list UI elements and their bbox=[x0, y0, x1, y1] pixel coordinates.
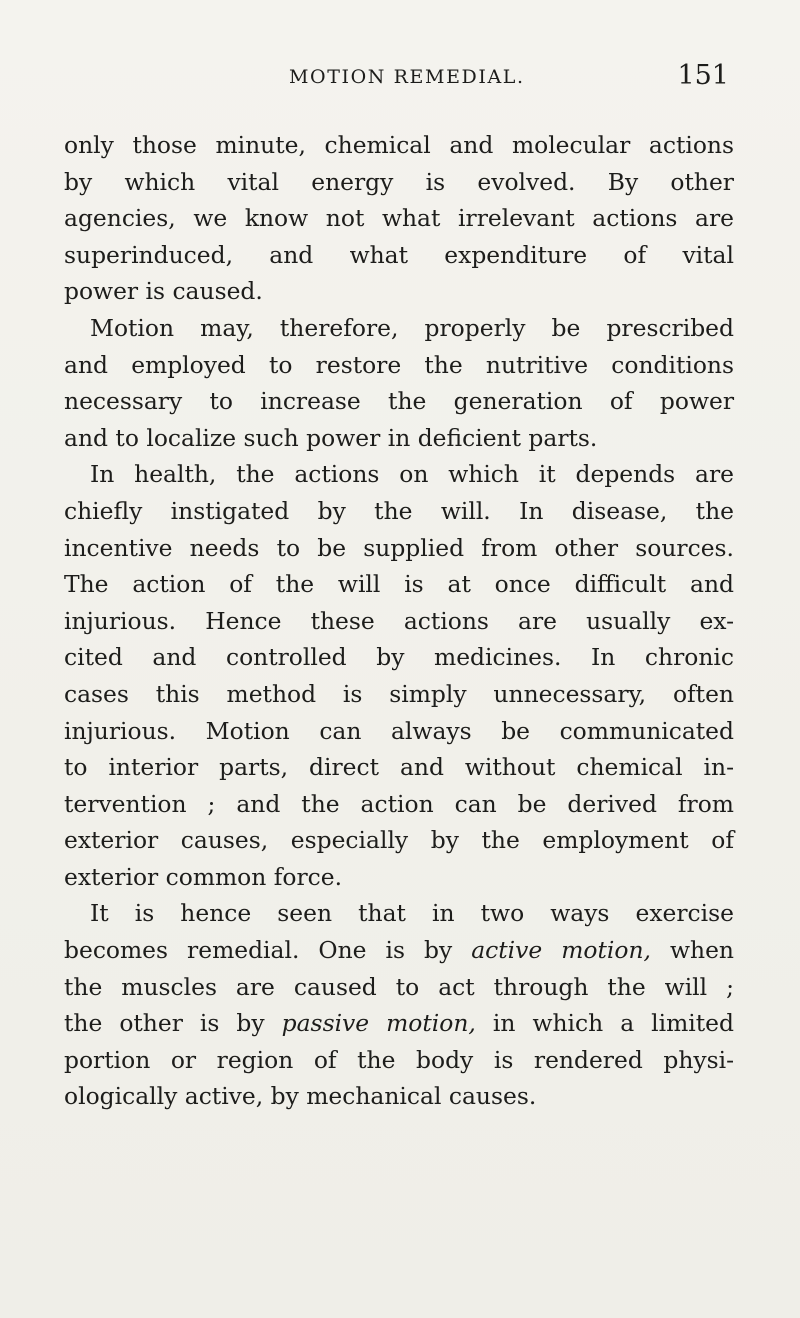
text-line: exterior common force. bbox=[64, 862, 343, 891]
text-line: and employed to restore the nutritive conditions bbox=[64, 350, 734, 379]
text-line: portion or region of the body is rendered physi- bbox=[64, 1045, 734, 1074]
text-line: power is caused. bbox=[64, 277, 263, 306]
page-number: 151 bbox=[677, 60, 729, 91]
text-line: agencies, we know not what irrelevant actions are bbox=[64, 204, 734, 233]
text-line: cases this method is simply unnecessary, often bbox=[64, 679, 734, 708]
text-segment: when bbox=[650, 936, 734, 965]
text-line: injurious. Motion can always be communicated bbox=[64, 716, 734, 745]
text-line: It is hence seen that in two ways exercise bbox=[90, 899, 734, 928]
text-line bbox=[64, 932, 734, 969]
text-segment: becomes remedial. One is by bbox=[64, 936, 472, 965]
text-segment: the other is by bbox=[64, 1009, 282, 1038]
running-head: MOTION REMEDIAL. bbox=[289, 66, 525, 88]
italic-phrase: passive motion, bbox=[281, 1009, 476, 1038]
text-line: ologically active, by mechanical causes. bbox=[64, 1082, 537, 1111]
text-line: exterior causes, especially by the employment of bbox=[64, 826, 734, 855]
text-line: superinduced, and what expenditure of vital bbox=[64, 240, 734, 269]
text-line: Motion may, therefore, properly be prescribed bbox=[90, 313, 734, 342]
text-line: to interior parts, direct and without chemical in- bbox=[64, 753, 734, 782]
text-line: chiefly instigated by the will. In disease, the bbox=[64, 496, 734, 525]
text-line: injurious. Hence these actions are usually ex- bbox=[64, 606, 734, 635]
text-line: cited and controlled by medicines. In chronic bbox=[64, 643, 734, 672]
text-line: by which vital energy is evolved. By other bbox=[64, 167, 734, 196]
text-line bbox=[64, 1005, 734, 1042]
italic-phrase: active motion, bbox=[471, 936, 651, 965]
page-header bbox=[65, 60, 733, 100]
text-line: incentive needs to be supplied from other sources. bbox=[64, 533, 734, 562]
text-segment: in which a limited bbox=[475, 1009, 735, 1038]
text-line: and to localize such power in deficient parts. bbox=[64, 423, 598, 452]
text-line: tervention ; and the action can be derived from bbox=[64, 789, 734, 818]
text-line: The action of the will is at once difficult and bbox=[64, 570, 734, 599]
body-text bbox=[64, 127, 734, 1115]
text-line: In health, the actions on which it depends are bbox=[90, 460, 734, 489]
text-line: the muscles are caused to act through the will ; bbox=[64, 972, 734, 1001]
text-line: necessary to increase the generation of power bbox=[64, 387, 734, 416]
text-line: only those minute, chemical and molecular actions bbox=[64, 131, 734, 159]
